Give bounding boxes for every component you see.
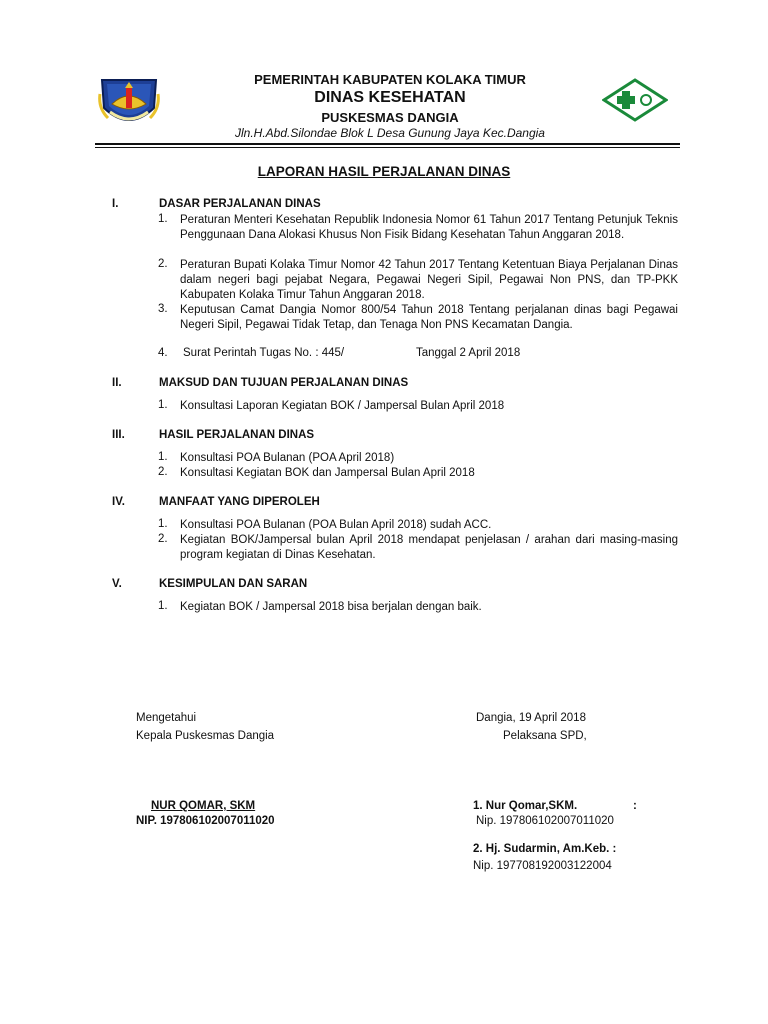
signature-left-position: Kepala Puskesmas Dangia: [136, 730, 275, 742]
list-item-text: Surat Perintah Tugas No. : 445/: [183, 347, 345, 359]
signature-right-name-2: 2. Hj. Sudarmin, Am.Keb. :: [473, 843, 617, 855]
list-item-number: 1.: [158, 399, 168, 411]
list-item-date: Tanggal 2 April 2018: [416, 347, 521, 359]
list-item-text: Peraturan Bupati Kolaka Timur Nomor 42 Tahun 2017 Tentang Ketentuan Biaya Perjalanan Dinas dalam negeri bagi pejabat Negara, Pegawai Negeri Sipil, Pegawai Non PNS, dan TP-PKK Kabupaten Kolaka Timur Tahun Anggaran 2018.: [180, 259, 678, 301]
header-puskesmas-line: PUSKESMAS DANGIA: [321, 110, 459, 125]
section-number: V.: [112, 578, 122, 590]
list-item-number: 1.: [158, 213, 168, 225]
section-number: IV.: [112, 496, 126, 508]
header-government-line: PEMERINTAH KABUPATEN KOLAKA TIMUR: [254, 72, 526, 87]
header-address: Jln.H.Abd.Silondae Blok L Desa Gunung Jaya Kec.Dangia: [235, 126, 545, 140]
header-divider-thick: [95, 143, 680, 145]
document-title: LAPORAN HASIL PERJALANAN DINAS: [257, 164, 511, 179]
list-item-number: 4.: [158, 347, 168, 359]
list-item-number: 1.: [158, 600, 168, 612]
section-title: MAKSUD DAN TUJUAN PERJALANAN DINAS: [159, 377, 409, 389]
section-title: MANFAAT YANG DIPEROLEH: [159, 496, 320, 508]
puskesmas-logo-icon: [602, 78, 668, 122]
header-agency-line: DINAS KESEHATAN: [314, 89, 466, 106]
section-title: HASIL PERJALANAN DINAS: [159, 429, 315, 441]
section-title: DASAR PERJALANAN DINAS: [159, 198, 321, 210]
section-title: KESIMPULAN DAN SARAN: [159, 578, 308, 590]
signature-left-name: NUR QOMAR, SKM: [151, 800, 256, 812]
list-item-text: Keputusan Camat Dangia Nomor 800/54 Tahun 2018 Tentang perjalanan dinas bagi Pegawai Negeri Sipil, Pegawai Tidak Tetap, dan Tenaga Non PNS Kecamatan Dangia.: [180, 304, 678, 331]
list-item-number: 1.: [158, 518, 168, 530]
signature-left-nip: NIP. 197806102007011020: [136, 815, 275, 827]
section-number: III.: [112, 429, 125, 441]
list-item-text: Konsultasi Kegiatan BOK dan Jampersal Bulan April 2018: [180, 467, 475, 479]
list-item-number: 2.: [158, 258, 168, 270]
signature-right-nip-1: Nip. 197806102007011020: [476, 815, 614, 827]
list-item-text: Kegiatan BOK / Jampersal 2018 bisa berjalan dengan baik.: [180, 601, 482, 613]
list-item-text: Konsultasi POA Bulanan (POA Bulan April 2018) sudah ACC.: [180, 519, 492, 531]
signature-right-nip-2: Nip. 197708192003122004: [473, 860, 612, 872]
section-number: I.: [112, 198, 119, 210]
list-item-text: Peraturan Menteri Kesehatan Republik Indonesia Nomor 61 Tahun 2017 Tentang Petunjuk Teknis Penggunaan Dana Alokasi Khusus Non Fisik Bidang Kesehatan Tahun Anggaran 2018.: [180, 214, 678, 241]
signature-left-label: Mengetahui: [136, 712, 197, 724]
list-item-text: Konsultasi POA Bulanan (POA April 2018): [180, 452, 395, 464]
list-item-text: Konsultasi Laporan Kegiatan BOK / Jampersal Bulan April 2018: [180, 400, 505, 412]
header-divider-thin: [95, 147, 680, 148]
list-item-number: 3.: [158, 303, 168, 315]
regency-emblem-icon: [98, 74, 160, 130]
signature-date: Dangia, 19 April 2018: [476, 712, 586, 724]
list-item-number: 2.: [158, 533, 168, 545]
list-item-text: Kegiatan BOK/Jampersal bulan April 2018 mendapat penjelasan / arahan dari masing-masing program kegiatan di Dinas Kesehatan.: [180, 534, 678, 561]
signature-right-position: Pelaksana SPD,: [503, 730, 587, 742]
signature-right-colon-1: :: [633, 800, 637, 812]
list-item-number: 2.: [158, 466, 168, 478]
list-item-number: 1.: [158, 451, 168, 463]
signature-right-name-1: 1. Nur Qomar,SKM.: [473, 800, 578, 812]
section-number: II.: [112, 377, 122, 389]
